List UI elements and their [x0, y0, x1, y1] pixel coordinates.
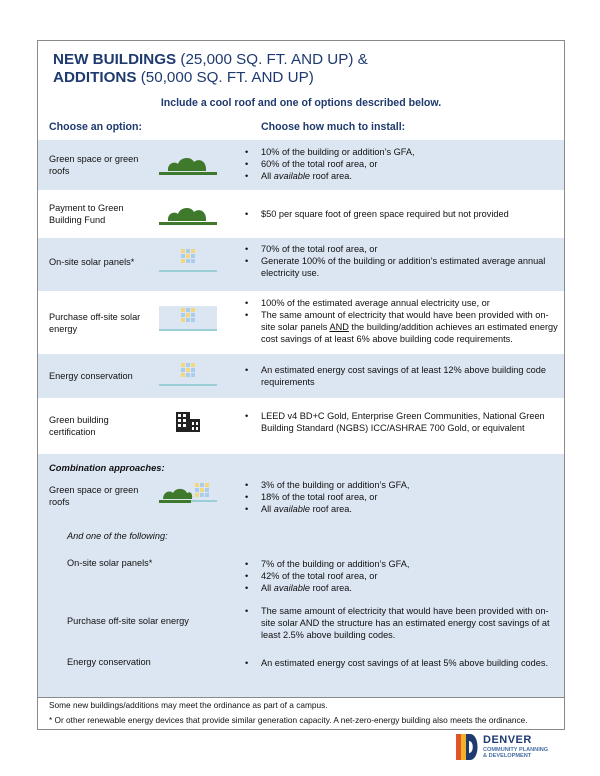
- ordinance-card: [37, 40, 565, 730]
- combination-label-energy: Energy conservation: [67, 657, 151, 667]
- solar-panel-icon: [159, 306, 217, 336]
- bullet-item: • The same amount of electricity that would have been provided with on-site solar AND the structure has an estimated energy cost savings of at least 2.5% above building codes.: [245, 605, 560, 641]
- bullet-item: • The same amount of electricity that would have been provided with on-site solar panels AND the building/addition achieves an estimated energy cost savings of at least 6% above building code requirements.: [245, 309, 560, 345]
- bullet-item: • All available roof area.: [245, 582, 560, 594]
- green-roof-icon: [159, 200, 217, 228]
- option-label: Green space or green roofs: [49, 154, 139, 176]
- bullet-item: • 10% of the building or addition’s GFA,: [245, 146, 560, 158]
- footer-divider: [38, 697, 564, 698]
- subtitle: Include a cool roof and one of options described below.: [160, 97, 442, 109]
- option-label: Payment to Green Building Fund: [49, 203, 124, 225]
- combination-label-solar: On-site solar panels*: [67, 558, 153, 568]
- combination-heading: Combination approaches:: [49, 462, 165, 473]
- green-roof-icon: [159, 150, 217, 178]
- bullet-item: • 42% of the total roof area, or: [245, 570, 560, 582]
- bullet-item: • 3% of the building or addition’s GFA,: [245, 479, 560, 491]
- bullet-item: • An estimated energy cost savings of at least 12% above building code requirements: [245, 364, 560, 388]
- combination-bullets-green: [245, 479, 560, 515]
- page-title: NEW BUILDINGS (25,000 SQ. FT. AND UP) & ADDITIONS (50,000 SQ. FT. AND UP): [53, 51, 368, 86]
- option-bullets: [245, 297, 560, 345]
- bullet-item: • LEED v4 BD+C Gold, Enterprise Green Communities, National Green Building Standard (NGBS) ICC/ASHRAE 700 Gold, or equivalent: [245, 410, 560, 434]
- option-label: Purchase off-site solar energy: [49, 312, 141, 334]
- combination-label-green: Green space or green roofs: [49, 485, 139, 507]
- option-bullets: [245, 243, 560, 279]
- bullet-item: • An estimated energy cost savings of at least 5% above building codes.: [245, 657, 560, 669]
- green-roof-solar-icon: [159, 479, 217, 507]
- option-bullets: [245, 146, 560, 182]
- option-row-onsite-solar: [38, 238, 564, 291]
- bullet-item: • 100% of the estimated average annual electricity use, or: [245, 297, 560, 309]
- and-one-of-following: And one of the following:: [67, 531, 168, 541]
- option-row-certification: [38, 398, 564, 454]
- combination-label-offsite: Purchase off-site solar energy: [67, 616, 189, 626]
- bullet-item: • 7% of the building or addition’s GFA,: [245, 558, 560, 570]
- solar-panel-icon: [159, 361, 217, 391]
- asterisk-note: * Or other renewable energy devices that provide similar generation capacity. A net-zero-energy building also meets the ordinance.: [49, 715, 528, 725]
- option-row-payment: [38, 190, 564, 238]
- building-icon: [176, 412, 204, 434]
- option-label: On-site solar panels*: [49, 257, 135, 267]
- bullet-item: • 18% of the total roof area, or: [245, 491, 560, 503]
- option-row-green-space: [38, 140, 564, 190]
- denver-logo: [456, 732, 576, 762]
- option-label: Energy conservation: [49, 371, 133, 381]
- option-bullets: [245, 364, 560, 388]
- logo-subtitle: COMMUNITY PLANNING & DEVELOPMENT: [483, 747, 549, 759]
- option-row-offsite-solar: [38, 291, 564, 354]
- option-bullets: [245, 208, 560, 220]
- bullet-item: • Generate 100% of the building or addition’s estimated average annual electricity use.: [245, 255, 560, 279]
- bullet-item: • $50 per square foot of green space required but not provided: [245, 208, 560, 220]
- combination-bullets-offsite: [245, 605, 560, 641]
- bullet-item: • All available roof area.: [245, 170, 560, 182]
- option-bullets: [245, 410, 560, 434]
- column-heading-amount: Choose how much to install:: [261, 121, 406, 133]
- campus-note: Some new buildings/additions may meet the ordinance as part of a campus.: [49, 700, 328, 710]
- combination-section: [38, 454, 564, 697]
- denver-d-logo-icon: [456, 732, 480, 762]
- solar-panel-icon: [159, 247, 217, 277]
- option-label: Green building certification: [49, 415, 109, 437]
- combination-bullets-solar: [245, 558, 560, 594]
- bullet-item: • 60% of the total roof area, or: [245, 158, 560, 170]
- combination-bullets-energy: [245, 657, 560, 669]
- option-row-energy-conservation: [38, 354, 564, 398]
- bullet-item: • 70% of the total roof area, or: [245, 243, 560, 255]
- bullet-item: • All available roof area.: [245, 503, 560, 515]
- logo-name: DENVER: [483, 734, 532, 746]
- column-heading-option: Choose an option:: [49, 121, 142, 133]
